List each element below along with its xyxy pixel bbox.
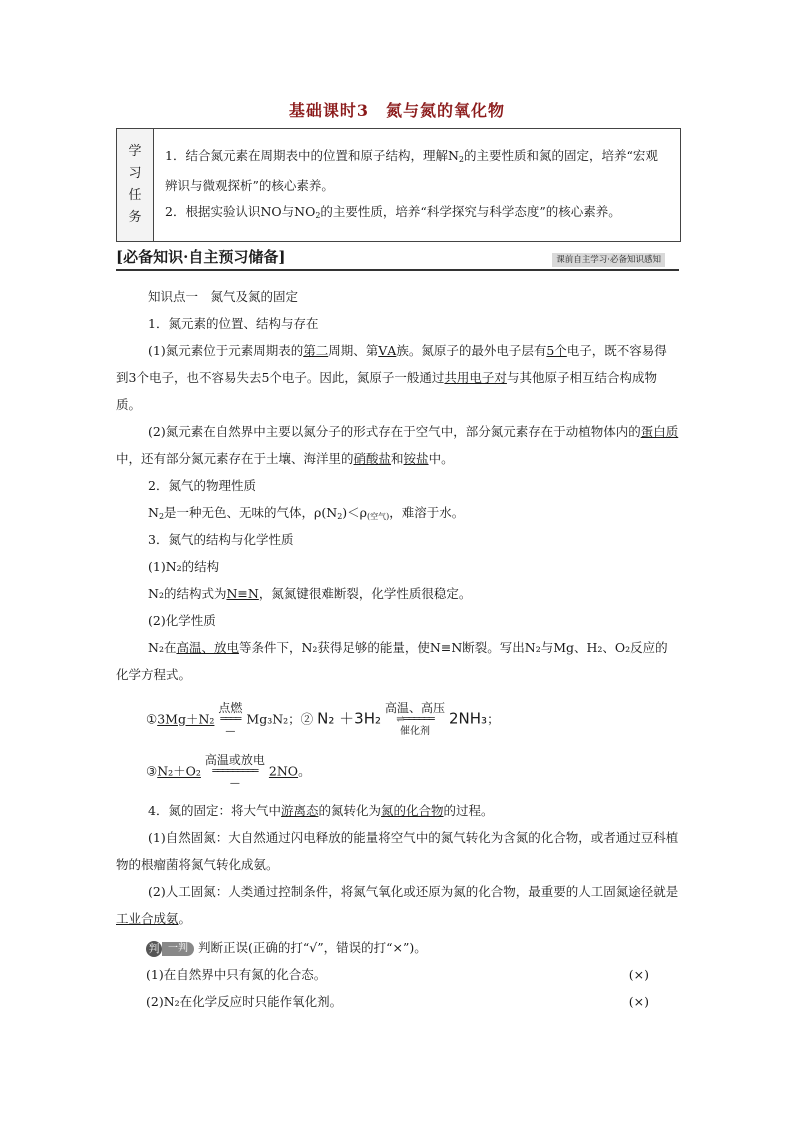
paragraph-4: N₂的结构式为N≡N，氮氮键很难断裂，化学性质很稳定。 — [148, 586, 472, 601]
judge-item: (1)在自然界中只有氮的化合态。 (×) — [146, 967, 649, 982]
task-label-char: 学 — [128, 144, 142, 159]
paragraph-2: (2)氮元素在自然界中主要以氮分子的形式存在于空气中，部分氮元素存在于动植物体内的蛋白质中，还有部分氮元素存在于土壤、海洋里的硝酸盐和铵盐中。 — [116, 424, 679, 466]
paragraph-5: N₂在高温、放电等条件下，N₂获得足够的能量，使N≡N断裂。写出N₂与Mg、H₂、O₂反应的化学方程式。 — [116, 640, 668, 682]
heading-2: 2．氮气的物理性质 — [148, 478, 256, 493]
judge-icon: 判 — [146, 941, 162, 957]
task-text — [165, 143, 670, 229]
task-label-column — [117, 129, 154, 241]
judge-tag: 一判 — [162, 942, 194, 956]
task-label-char: 任 — [128, 188, 142, 203]
task-line-2: 2．根据实验认识NO与$NO_2$的主要性质，培养“科学探究与科学态度”的核心素养。 — [165, 204, 621, 220]
reaction-condition: 高温、高压 ⇌══════ 催化剂 — [385, 701, 446, 737]
paragraph-6: (1)自然固氮：大自然通过闪电释放的能量将空气中的氮气转化为含氮的化合物，或者通过豆科植物的根瘤菌将氮气转化成氨。 — [116, 830, 679, 872]
heading-3: 3．氮气的结构与化学性质 — [148, 532, 294, 547]
heading-1: 1．氮元素的位置、结构与存在 — [148, 316, 319, 331]
equation-row-1: ①3Mg＋N₂ 点燃 ════ — Mg₃N₂；② N₂ ＋3H₂ 高温、高压 ⇌══════ 催化剂 2NH₃； — [146, 701, 500, 737]
page-title: 基础课时3 氮与氮的氧化物 — [288, 101, 506, 120]
paragraph-7: (2)人工固氮：人类通过控制条件，将氮气氧化或还原为氮的化合物，最重要的人工固氮途径就是工业合成氨。 — [116, 884, 679, 926]
learning-task-box — [116, 128, 681, 242]
task-label-char: 务 — [128, 210, 142, 225]
reaction-condition: 点燃 ════ — — [218, 701, 243, 737]
heading-3b: (2)化学性质 — [148, 613, 216, 628]
judge-header: 判 一判 判断正误(正确的打“√”，错误的打“×”)。 — [146, 934, 679, 961]
judge-item: (2)N₂在化学反应时只能作氧化剂。 (×) — [146, 994, 649, 1009]
paragraph-3: $N_2$是一种无色、无味的气体，$\rho(N_2)<\rho_{(空气)}$，难溶于水。 — [148, 505, 465, 521]
heading-3a: (1)N₂的结构 — [148, 559, 220, 574]
heading-4: 4．氮的固定：将大气中游离态的氮转化为氮的化合物的过程。 — [148, 803, 494, 818]
section-label: [必备知识·自主预习储备] — [116, 248, 286, 266]
section-header — [116, 247, 679, 271]
knowledge-point-title: 知识点一 氮气及氮的固定 — [148, 289, 299, 304]
reaction-condition: 高温或放电 ═════════ — — [204, 753, 265, 789]
paragraph-1: (1)氮元素位于元素周期表的第二周期、第ⅤA族。氮原子的最外电子层有5个电子，既不容易得到3个电子，也不容易失去5个电子。因此，氮原子一般通过共用电子对与其他原子相互结合构成物质。 — [116, 343, 667, 412]
task-label-char: 习 — [128, 166, 142, 181]
equation-row-2: ③N₂＋O₂ 高温或放电 ═════════ — 2NO。 — [146, 753, 311, 789]
task-line-1: 1．结合氮元素在周期表中的位置和原子结构，理解$N_2$的主要性质和氮的固定，培养“宏观辨识与微观探析”的核心素养。 — [165, 148, 658, 193]
section-tag: 课前自主学习·必备知识感知 — [552, 253, 665, 267]
